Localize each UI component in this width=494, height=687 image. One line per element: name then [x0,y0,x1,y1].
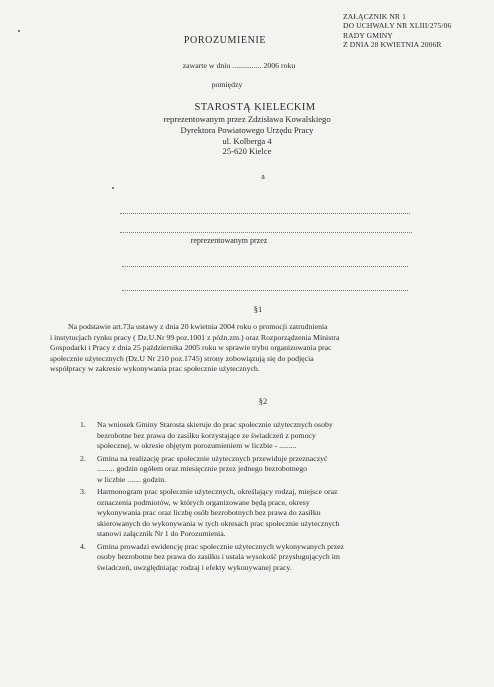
party1-name: STAROSTĄ KIELECKIM [194,102,316,113]
list-item-line: społecznej, w okresie objętym porozumieniem w liczbie - ......... [97,441,297,450]
scan-speck [18,30,20,32]
list-item-number: 1. [80,420,86,429]
list-item-line: stanowi załącznik Nr 1 do Porozumienia. [97,529,226,538]
list-item [80,487,430,540]
list-item-line: świadczeń, uwzględniając rodzaj i efekty wykonywanej pracy. [97,562,292,572]
section-1-paragraph [50,322,426,375]
list-item [80,454,430,486]
blank-line [122,290,408,291]
list-item-line: Gmina prowadzi ewidencję prac społecznie użytecznych wykonywanych przez [97,541,345,551]
blank-line [120,232,412,233]
conjunction-a: a [261,172,265,181]
party1-city: 25-620 Kielce [222,146,272,157]
list-item [80,542,430,574]
annex-line: Z DNIA 28 KWIETNIA 2006R [343,40,442,50]
list-item-line: Gmina na realizację prac społecznie użytecznych przewiduje przeznaczyć [97,453,328,463]
blank-line [120,213,410,214]
list-item-line: wykonywania prac oraz liczbę osób bezrobotnych bez prawa do zasiłku [97,508,321,517]
paragraph-line: współpracy w zakresie wykonywania prac społecznie użytecznych. [50,364,260,373]
list-item-line: osoby bezrobotne bez prawa do zasiłku i ustala wysokość przysługujących im [97,552,340,561]
between-word: pomiędzy [211,80,243,89]
list-item-line: oznaczenia podmiotów, w których organizowane będą prace, okresy [97,497,310,507]
section-2-list [80,420,430,575]
list-item-number: 4. [80,541,86,551]
paragraph-line: Gospodarki i Pracy z dnia 25 października 2005 roku w sprawie trybu organizowania prac [50,343,332,352]
paragraph-line: i instytucjach rynku pracy ( Dz.U.Nr 99 poz.1001 z późn.zm.) oraz Rozporządzenia Ministra [50,332,340,342]
party2-represented-label: reprezentowanym przez [190,236,268,245]
list-item-number: 2. [80,453,86,463]
party1-position: Dyrektora Powiatowego Urzędu Pracy [180,124,314,135]
list-item-line: skierowanych do wykonywania w tych okresach prac społecznie użytecznych [97,518,340,528]
list-item-line: Harmonogram prac społecznie użytecznych, określający rodzaj, miejsce oraz [97,487,338,496]
scan-speck [112,187,114,189]
annex-line: RADY GMINY [343,30,393,40]
document-title: POROZUMIENIE [183,35,267,46]
annex-line: ZAŁĄCZNIK NR 1 [343,12,406,21]
annex-line: DO UCHWAŁY NR XLIII/275/06 [343,21,452,31]
list-item-line: Na wniosek Gminy Starosta skieruje do prac społecznie użytecznych osoby [97,420,333,429]
list-item-number: 3. [80,487,86,496]
blank-line [122,266,408,267]
list-item-line: bezrobotne bez prawa do zasiłku korzystające ze świadczeń z pomocy [97,430,316,440]
section-1-heading: §1 [253,304,263,314]
party1-represented: reprezentowanym przez Zdzisława Kowalskiego [163,114,331,124]
party1-street: ul. Kolberga 4 [222,135,272,146]
paragraph-line: Na podstawie art.73a ustawy z dnia 20 kwietnia 2004 roku o promocji zatrudnienia [68,322,328,331]
section-2-heading: §2 [258,396,268,406]
list-item [80,420,430,452]
concluded-date-line: zawarte w dniu ............... 2006 roku [182,61,296,70]
party1-details [0,114,494,157]
list-item-line: w liczbie ....... godzin. [97,474,167,484]
paragraph-line: społecznie użytecznych (Dz.U Nr 210 poz.1745) strony zobowiązują się do podjęcia [50,353,314,363]
list-item-line: ......... godzin ogółem oraz miesięcznie przez jednego bezrobotnego [97,464,308,473]
